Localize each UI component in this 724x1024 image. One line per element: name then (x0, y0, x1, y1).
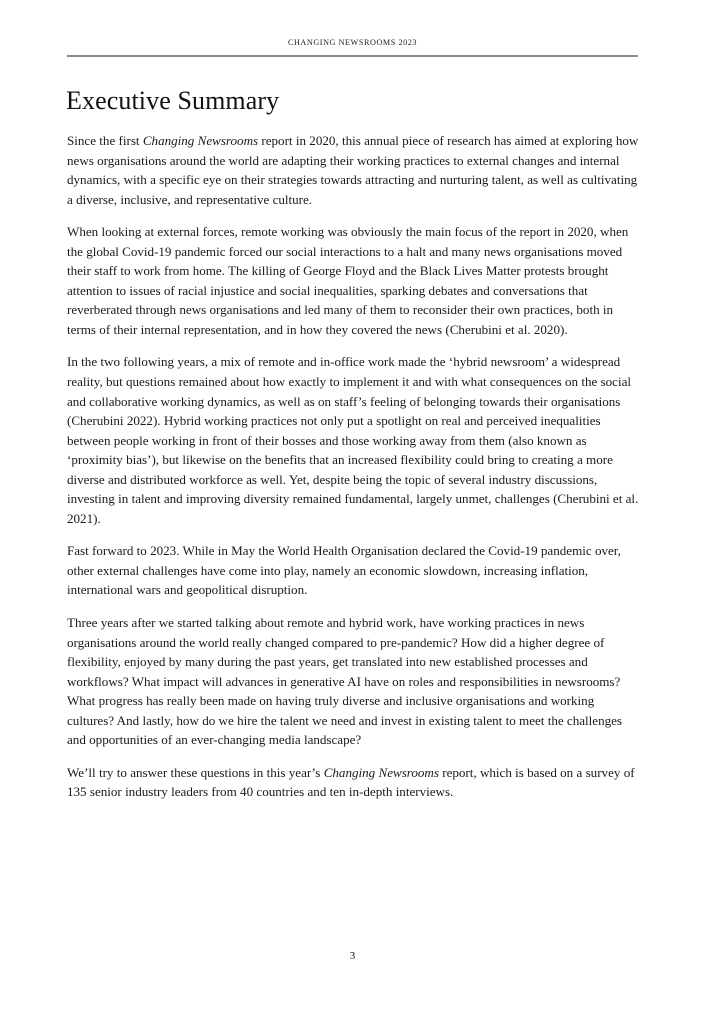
running-head: CHANGING NEWSROOMS 2023 (287, 38, 418, 47)
text-run: report, which is based on a survey of 135 senior industry leaders from 40 countries and ten in-depth interviews. (67, 764, 635, 800)
text-run: In the two following years, a mix of remote and in-office work made the ‘hybrid newsroom’ a widespread reality, but questions remained about how exactly to implement it and with what consequences on the social and collaborative working dynamics, as well as on staff’s feeling of belonging towards their organisations (Cherubini 2022). Hybrid working practices not only put a spotlight on real and perceived inequalities between people working in front of their bosses and those working away from them (also known as ‘proximity bias’), but likewise on the benefits that an increased flexibility could bring to creating a more diverse and distributed workforce as well. Yet, despite being the topic of several industry discussions, investing in talent and improving diversity remained fundamental, largely unmet, challenges (Cherubini et al. 2021). (67, 354, 639, 526)
body-paragraph (67, 222, 639, 339)
text-run: When looking at external forces, remote working was obviously the main focus of the report in 2020, when the global Covid-19 pandemic forced our social interactions to a halt and many news organisations moved their staff to work from home. The killing of George Floyd and the Black Lives Matter protests brought attention to issues of racial injustice and social inequalities, sparking debates and conversations that reverberated through news organisations and led many of them to reconsider their own practices, both in terms of their internal representation, and in how they covered the news (Cherubini et al. 2020). (67, 224, 629, 337)
text-run: We’ll try to answer these questions in this year’s (67, 764, 324, 780)
page-title: Executive Summary (66, 86, 280, 116)
text-run: Three years after we started talking about remote and hybrid work, have working practices in news organisations around the world really changed compared to pre-pandemic? How did a higher degree of flexibility, enjoyed by many during the past years, get translated into new established processes and workflows? What impact will advances in generative AI have on roles and responsibilities in newsrooms? What progress has really been made on having truly diverse and inclusive organisations and working cultures? And lastly, how do we hire the talent we need and invest in existing talent to meet the challenges and opportunities of an ever-changing media landscape? (67, 615, 622, 748)
text-run: Since the first (67, 133, 143, 148)
text-run: Fast forward to 2023. While in May the World Health Organisation declared the Covid-19 pandemic over, other external challenges have come into play, namely an economic slowdown, increasing inflation, international wars and geopolitical disruption. (67, 543, 621, 598)
page-number: 3 (349, 950, 356, 962)
body-paragraph (67, 613, 639, 750)
body-paragraph (67, 763, 639, 802)
body-text-column (67, 131, 639, 802)
body-paragraph (67, 131, 639, 209)
italic-title-run: Changing Newsrooms (323, 764, 439, 780)
header-rule (67, 55, 638, 57)
body-paragraph (67, 541, 639, 600)
body-paragraph (67, 352, 639, 528)
italic-title-run: Changing Newsrooms (142, 133, 259, 148)
text-run: report in 2020, this annual piece of research has aimed at exploring how news organisations around the world are adapting their working practices to external changes and internal dynamics, with a specific eye on their strategies towards attracting and nurturing talent, as well as cultivating a diverse, inclusive, and representative culture. (67, 133, 639, 207)
